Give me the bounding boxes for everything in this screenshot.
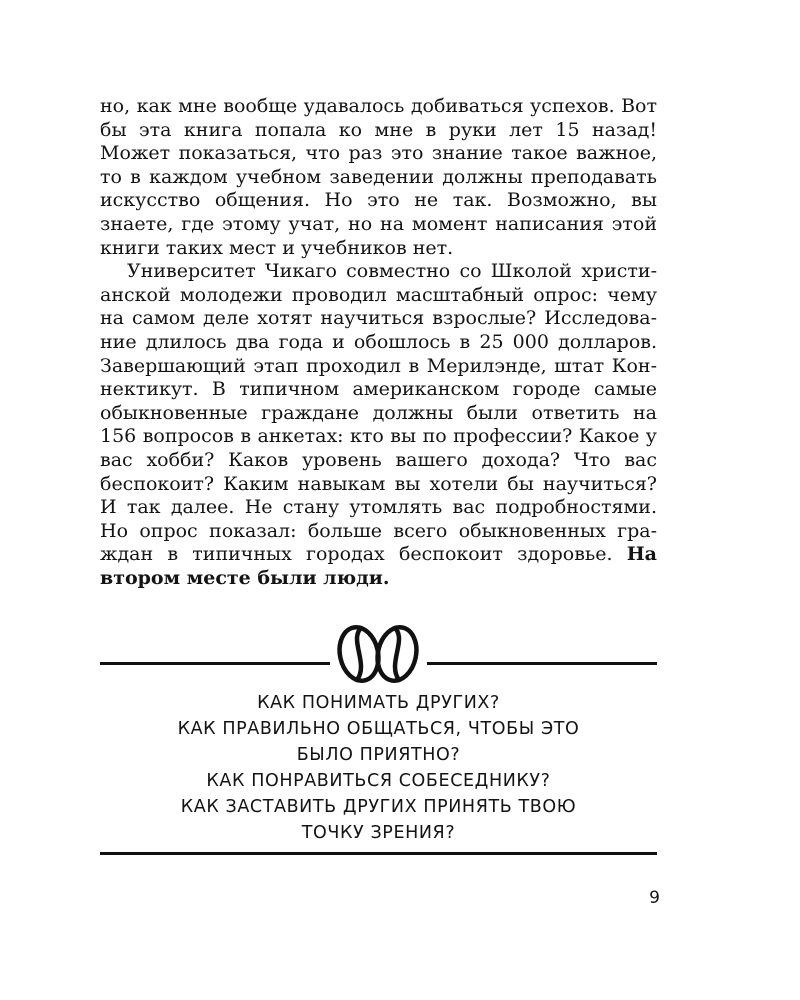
question-line: ТОЧКУ ЗРЕНИЯ? [301,823,456,843]
question-line: БЫЛО ПРИЯТНО? [296,745,461,765]
questions-block [100,690,657,846]
paragraph-2-bold-text: На втором месте были люди. [100,543,657,589]
paragraph-2-text: Университет Чикаго совместно со Школой христианской молодежи проводил масштабный опрос: чему на самом деле хотят научиться взрослые? Исследование длилось два года и обошлось в 25 000 долларов. Завершающий этап проходил в Мерилэнде, штат Коннектикут. В типичном американском городе самые обыкновенные граждане должны были ответить на 156 вопросов в анкетах: кто вы по профессии? Какое у вас хобби? Каков уровень вашего дохода? Что вас беспокоит? Каким навыкам вы хотели бы научиться? И так далее. Не стану утомлять вас подробностями. Но опрос показал: больше всего обыкновенных граждан в типичных городах беспокоит здоровье. [100,260,657,566]
question-line: КАК ЗАСТАВИТЬ ДРУГИХ ПРИНЯТЬ ТВОЮ [180,797,577,817]
divider-rule-left [100,662,330,665]
page-number: 9 [649,888,660,908]
question-line: КАК ПРАВИЛЬНО ОБЩАТЬСЯ, ЧТОБЫ ЭТО [177,719,580,739]
question-line: КАК ПОНРАВИТЬСЯ СОБЕСЕДНИКУ? [206,771,551,791]
divider-rule-bottom [100,852,657,855]
question-line: КАК ПОНИМАТЬ ДРУГИХ? [257,693,500,713]
paragraph-2 [100,260,657,590]
coffee-beans-icon [335,620,421,688]
body-text [100,95,657,590]
divider-rule-right [427,662,657,665]
paragraph-1: но, как мне вообще удавалось добиваться успехов. Вот бы эта книга попала ко мне в руки лет 15 назад! Может показаться, что раз это знание такое важное, то в каждом учебном заведении должны преподавать искусство общения. Но это не так. Возможно, вы знаете, где этому учат, но на момент написания этой книги таких мест и учебников нет. [100,95,657,259]
